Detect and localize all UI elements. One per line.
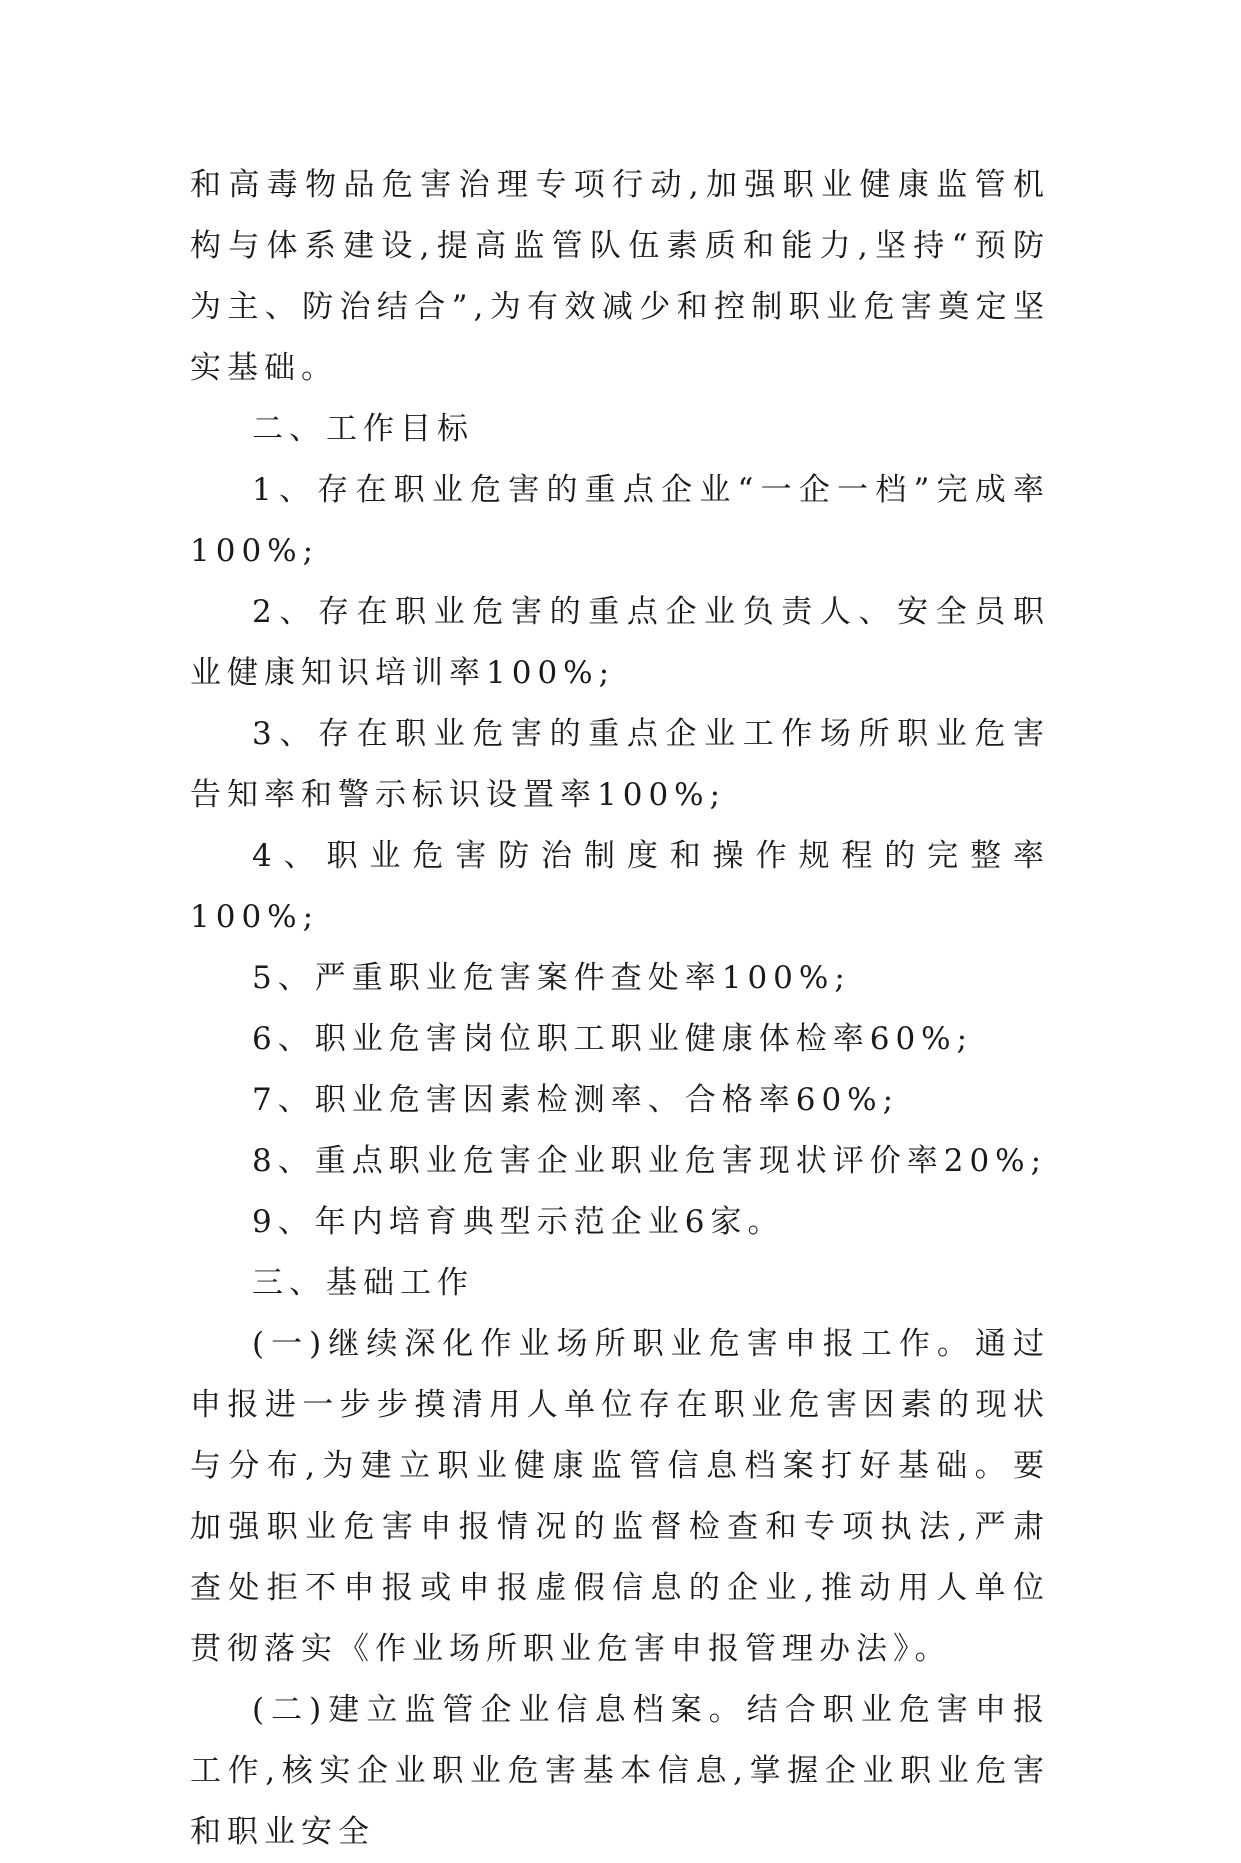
section-heading-work-goals: 二、工作目标: [252, 411, 474, 447]
goal-item-2: 2、存在职业危害的重点企业负责人、安全员职业健康知识培训率100%;: [190, 594, 1050, 691]
goal-item-6: 6、职业危害岗位职工职业健康体检率60%;: [252, 1021, 974, 1057]
goal-item-1: 1、存在职业危害的重点企业“一企一档”完成率100%;: [190, 472, 1050, 569]
goal-item-7: 7、职业危害因素检测率、合格率60%;: [252, 1082, 900, 1118]
goal-item-8: 8、重点职业危害企业职业危害现状评价率20%;: [252, 1143, 1048, 1179]
paragraph-intro-continuation: 和高毒物品危害治理专项行动,加强职业健康监管机构与体系建设,提高监管队伍素质和能力,坚持“预防为主、防治结合”,为有效减少和控制职业危害奠定坚实基础。: [190, 167, 1050, 386]
task-paragraph-2: (二)建立监管企业信息档案。结合职业危害申报工作,核实企业职业危害基本信息,掌握企业职业危害和职业安全: [190, 1692, 1050, 1850]
section-heading-basic-work: 三、基础工作: [252, 1265, 474, 1301]
goal-item-9: 9、年内培育典型示范企业6家。: [252, 1204, 785, 1240]
goal-item-3: 3、存在职业危害的重点企业工作场所职业危害告知率和警示标识设置率100%;: [190, 716, 1050, 813]
goal-item-5: 5、严重职业危害案件查处率100%;: [252, 960, 851, 996]
task-paragraph-1: (一)继续深化作业场所职业危害申报工作。通过申报进一步步摸清用人单位存在职业危害因素的现状与分布,为建立职业健康监管信息档案打好基础。要加强职业危害申报情况的监督检查和专项执法,严肃查处拒不申报或申报虚假信息的企业,推动用人单位贯彻落实《作业场所职业危害申报管理办法》。: [190, 1326, 1050, 1667]
document-page: [190, 155, 1050, 1863]
goal-item-4: 4、职业危害防治制度和操作规程的完整率100%;: [190, 838, 1050, 935]
